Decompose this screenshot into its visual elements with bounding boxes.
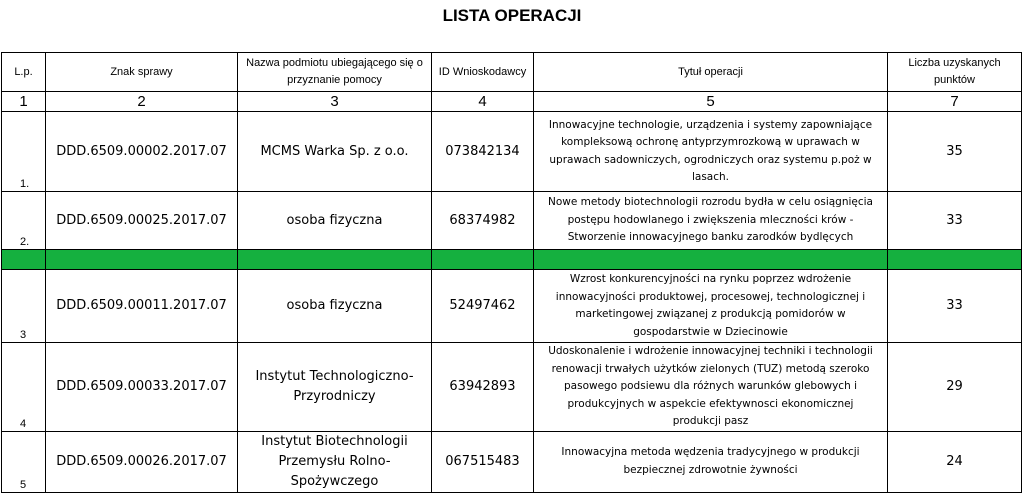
separator-cell [432, 250, 534, 270]
header-id-wnioskodawcy: ID Wnioskodawcy [432, 53, 534, 92]
row-id-wnioskodawcy: 68374982 [432, 192, 534, 250]
row-punkty: 29 [888, 343, 1022, 432]
separator-cell [238, 250, 432, 270]
row-nazwa-podmiotu: MCMS Warka Sp. z o.o. [238, 112, 432, 192]
row-lp: 5 [2, 431, 46, 492]
row-znak-sprawy: DDD.6509.00026.2017.07 [46, 431, 238, 492]
column-number: 2 [46, 92, 238, 112]
row-tytul-operacji: Wzrost konkurencyjności na rynku poprzez wdrożenie innowacyjności produktowej, procesowej, technologicznej i marketingowej związanej z produkcją pomidorów w gospodarstwie w Dziecinowie [534, 270, 888, 343]
row-punkty: 33 [888, 270, 1022, 343]
row-znak-sprawy: DDD.6509.00033.2017.07 [46, 343, 238, 432]
table-row [2, 192, 1022, 250]
row-id-wnioskodawcy: 073842134 [432, 112, 534, 192]
table-row [2, 112, 1022, 192]
page-title: LISTA OPERACJI [442, 6, 582, 25]
separator-cell [46, 250, 238, 270]
row-tytul-operacji: Innowacyjna metoda wędzenia tradycyjnego w produkcji bezpiecznej zdrowotnie żywności [534, 431, 888, 492]
column-number: 7 [888, 92, 1022, 112]
separator-cell [888, 250, 1022, 270]
operations-table [1, 52, 1022, 493]
header-tytul-operacji: Tytuł operacji [534, 53, 888, 92]
row-nazwa-podmiotu: Instytut Biotechnologii Przemysłu Rolno-Spożywczego [238, 431, 432, 492]
row-punkty: 33 [888, 192, 1022, 250]
row-id-wnioskodawcy: 067515483 [432, 431, 534, 492]
column-number: 1 [2, 92, 46, 112]
row-tytul-operacji: Nowe metody biotechnologii rozrodu bydła w celu osiągnięcia postępu hodowlanego i zwiększenia mleczności krów - Stworzenie innowacyjnego banku zarodków bydlęcych [534, 192, 888, 250]
row-znak-sprawy: DDD.6509.00002.2017.07 [46, 112, 238, 192]
row-lp: 2. [2, 192, 46, 250]
row-lp: 3 [2, 270, 46, 343]
row-id-wnioskodawcy: 52497462 [432, 270, 534, 343]
header-lp: L.p. [2, 53, 46, 92]
separator-cell [534, 250, 888, 270]
column-number: 3 [238, 92, 432, 112]
column-number: 4 [432, 92, 534, 112]
row-lp: 4 [2, 343, 46, 432]
row-lp: 1. [2, 112, 46, 192]
separator-cell [2, 250, 46, 270]
header-znak-sprawy: Znak sprawy [46, 53, 238, 92]
row-tytul-operacji: Innowacyjne technologie, urządzenia i systemy zapowniające kompleksową ochronę antyprzymrozkową w uprawach w uprawach sadowniczych, ogrodniczych oraz systemu p.poż w lasach. [534, 112, 888, 192]
row-punkty: 24 [888, 431, 1022, 492]
header-liczba-punktow: Liczba uzyskanych punktów [888, 53, 1022, 92]
header-nazwa-podmiotu: Nazwa podmiotu ubiegającego się o przyznanie pomocy [238, 53, 432, 92]
column-number-row [2, 92, 1022, 112]
row-tytul-operacji: Udoskonalenie i wdrożenie innowacyjnej techniki i technologii renowacji trwałych użytków zielonych (TUZ) metodą szeroko pasowego podsiewu dla różnych warunków glebowych i produkcyjnych w aspekcie efektywnosci ekonomicznej produkcji pasz [534, 343, 888, 432]
table-row [2, 270, 1022, 343]
row-znak-sprawy: DDD.6509.00025.2017.07 [46, 192, 238, 250]
row-znak-sprawy: DDD.6509.00011.2017.07 [46, 270, 238, 343]
row-punkty: 35 [888, 112, 1022, 192]
column-number: 5 [534, 92, 888, 112]
header-row [2, 53, 1022, 92]
row-nazwa-podmiotu: osoba fizyczna [238, 192, 432, 250]
separator-row [2, 250, 1022, 270]
row-nazwa-podmiotu: Instytut Technologiczno-Przyrodniczy [238, 343, 432, 432]
table-row [2, 343, 1022, 432]
row-id-wnioskodawcy: 63942893 [432, 343, 534, 432]
row-nazwa-podmiotu: osoba fizyczna [238, 270, 432, 343]
table-row [2, 431, 1022, 492]
